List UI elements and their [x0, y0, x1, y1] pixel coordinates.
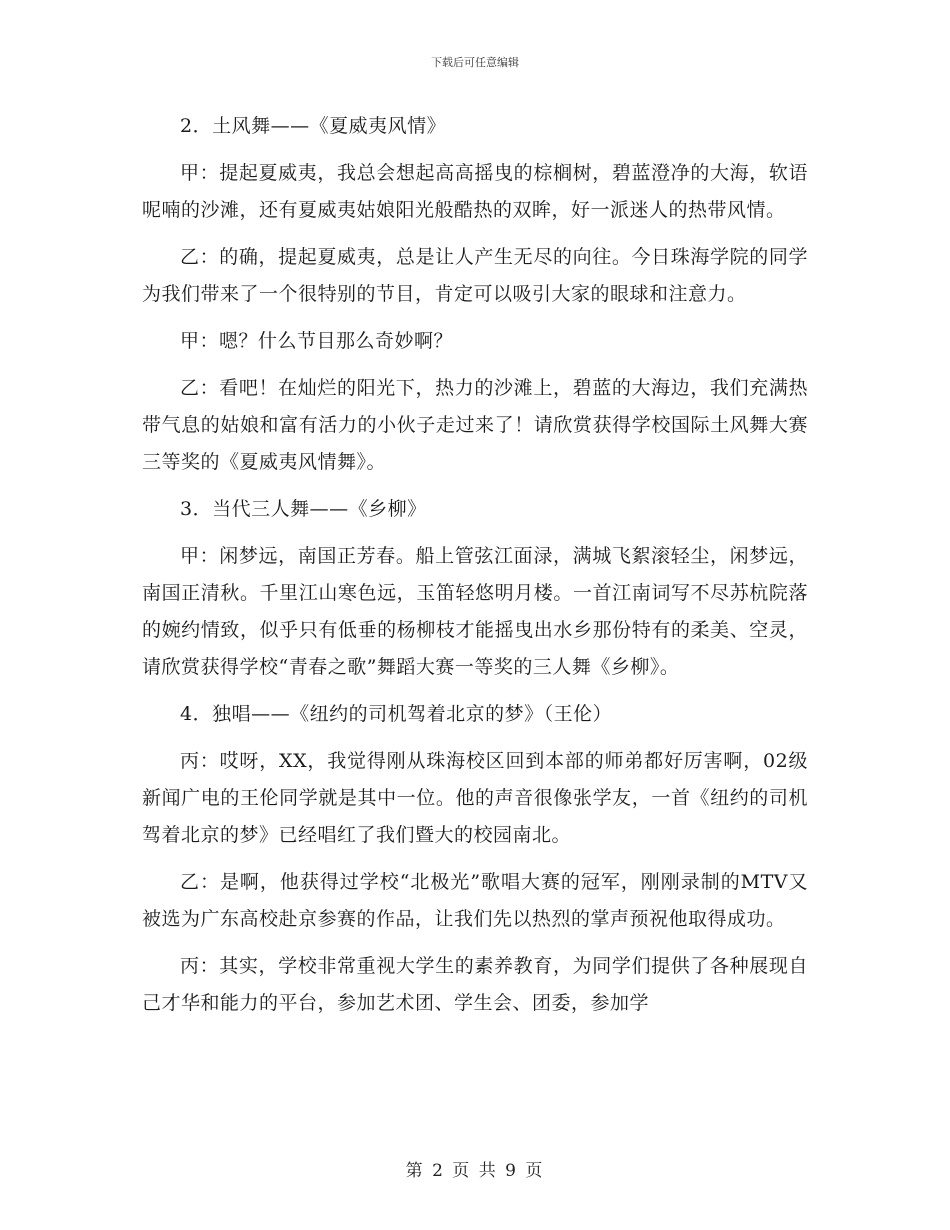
- paragraph: 丙：哎呀，XX，我觉得刚从珠海校区回到本部的师弟都好厉害啊，02级新闻广电的王伦同学就是其中一位。他的声音很像张学友，一首《纽约的司机驾着北京的梦》已经唱红了我们暨大的校园南北。: [142, 750, 808, 846]
- document-body: [142, 108, 808, 1032]
- paragraph: 丙：其实，学校非常重视大学生的素养教育，为同学们提供了各种展现自己才华和能力的平台，参加艺术团、学生会、团委，参加学: [142, 955, 808, 1014]
- paragraph: 乙：的确，提起夏威夷，总是让人产生无尽的向往。今日珠海学院的同学为我们带来了一个很特别的节目，肯定可以吸引大家的眼球和注意力。: [142, 246, 808, 305]
- paragraph: 3．当代三人舞——《乡柳》: [180, 498, 427, 520]
- paragraph: 甲：提起夏威夷，我总会想起高高摇曳的棕榈树，碧蓝澄净的大海，软语呢喃的沙滩，还有夏威夷姑娘阳光般酷热的双眸，好一派迷人的热带风情。: [142, 162, 808, 221]
- paragraph: 甲：闲梦远，南国正芳春。船上管弦江面渌，满城飞絮滚轻尘，闲梦远，南国正清秋。千里江山寒色远，玉笛轻悠明月楼。一首江南词写不尽苏杭院落的婉约情致，似乎只有低垂的杨柳枝才能摇曳出水乡那份特有的柔美、空灵，请欣赏获得学校“青春之歌”舞蹈大赛一等奖的三人舞《乡柳》。: [142, 545, 808, 678]
- paragraph: 4．独唱——《纽约的司机驾着北京的梦》（王伦）: [180, 703, 613, 725]
- paragraph: 甲：嗯？什么节目那么奇妙啊？: [180, 330, 454, 352]
- paragraph: 乙：是啊，他获得过学校“北极光”歌唱大赛的冠军，刚刚录制的MTV又被选为广东高校赴京参赛的作品，让我们先以热烈的掌声预祝他取得成功。: [142, 871, 808, 930]
- paragraph: 2．土风舞——《夏威夷风情》: [180, 115, 447, 137]
- page-header: 下载后可任意编辑: [431, 56, 519, 69]
- page-footer: 第 2 页 共 9 页: [405, 1161, 545, 1181]
- paragraph: 乙：看吧！在灿烂的阳光下，热力的沙滩上，碧蓝的大海边，我们充满热带气息的姑娘和富有活力的小伙子走过来了！请欣赏获得学校国际土风舞大赛三等奖的《夏威夷风情舞》。: [142, 377, 808, 473]
